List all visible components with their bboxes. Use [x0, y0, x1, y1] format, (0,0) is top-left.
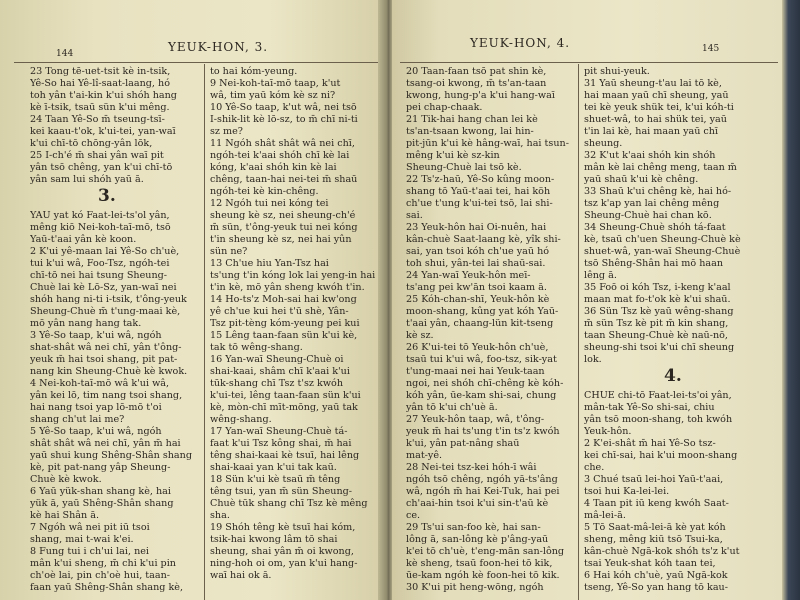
text-line: ts'ang pei kw'ān tsoi kaam ā. [406, 282, 547, 293]
text-line: yaū shaū k'ui kè chêng. [584, 174, 699, 185]
text-line: mat-yê. [406, 450, 443, 461]
text-line: kóng, k'aai shóh kin kè lai [210, 162, 337, 173]
text-line: yaū shui kung Shêng-Shân shang [30, 450, 192, 461]
text-line: kân-chuè Saat-laang kè, yîk shi- [406, 234, 561, 245]
text-line: mân k'ui sheng, m̄ chi k'ui pin [30, 558, 176, 569]
text-line: ts'an-tsaan kwong, lai hin- [406, 126, 534, 137]
text-line: wêng-shang. [210, 414, 272, 425]
text-line: 12 Ngóh tui nei kóng tei [210, 198, 329, 209]
text-line: 4 Nei-koh-taī-mō wâ k'ui wâ, [30, 378, 170, 389]
text-line: ch'oè lai, pin ch'oè hui, taan- [30, 570, 171, 581]
page-number: 144 [56, 49, 74, 59]
text-line: hai nang tsoi yap lō-mō t'oi [30, 402, 162, 413]
header-rule [14, 62, 378, 63]
text-line: sün ne? [210, 246, 248, 257]
text-line: ūe-kam ngóh kè foon-hei tō kik. [406, 570, 560, 581]
text-line: 19 Shóh têng kè tsuī hai kóm, [210, 522, 356, 533]
text-line: 32 K'ut k'aai shóh kin shóh [584, 150, 716, 161]
text-line: 4 Taan pit iū keng kwóh Saat- [584, 498, 729, 509]
text-line: Sheung-Chuè m̄ t'ung-maai kè, [30, 306, 181, 317]
text-line: 17 Yan-waī Sheung-Chuè tá- [210, 426, 348, 437]
text-line: shai-kaai yan k'ui tak kaū. [210, 462, 337, 473]
text-line: tsō Shêng-Shân hai mō haan [584, 258, 724, 269]
text-line: ngóh tsō chêng, ngóh yā-ts'âng [406, 474, 558, 485]
text-line: 13 Ch'ue hiu Yan-Tsz hai [210, 258, 329, 269]
text-line: tsang-oi kwong, m̄ ts'an-taan [406, 78, 547, 89]
text-line: wâ, tim yaū kóm kè sz ni? [210, 90, 336, 101]
text-line: ce. [406, 510, 421, 521]
text-line: pit-jūn k'ui kè hâng-waī, hai tsun- [406, 138, 569, 149]
text-line: yük ā, yaū Shêng-Shân shang [30, 498, 174, 509]
chapter-heading: 3. [98, 186, 116, 206]
text-line: tak tō wêng-shang. [210, 342, 303, 353]
text-line: yân tsō moon-shang, toh kwóh [584, 414, 733, 425]
text-line: CHUE chi-tō Faat-lei-ts'oi yân, [584, 390, 732, 401]
text-line: toh shui, yân-tei lai shaū-sai. [406, 258, 546, 269]
text-line: 25 I-ch'é m̄ shai yân waī pit [30, 150, 164, 161]
text-line: sai, yan tsoi kóh ch'ue yaū hó [406, 246, 550, 257]
text-line: yân tō k'ui ch'uè ā. [406, 402, 498, 413]
text-line: 10 Yê-So taap, k'ut wâ, nei tsō [210, 102, 357, 113]
header-rule [400, 62, 778, 63]
text-line: kè, pit pat-nang yâp Sheung- [30, 462, 171, 473]
text-line: tsz k'ap yan lai chêng mêng [584, 198, 720, 209]
text-line: che. [584, 462, 605, 473]
text-line: faan yaū Shêng-Shân shang kè, [30, 582, 184, 593]
left-page [0, 0, 384, 600]
text-line: sheng, mêng kiū tsō Tsui-ka, [584, 534, 723, 545]
text-line: sha. [210, 510, 230, 521]
text-line: shuet-wâ, yan-waī Sheung-Chuè [584, 246, 741, 257]
text-line: shai-kaai, shâm chī k'aai k'ui [210, 366, 350, 377]
text-line: 36 Sün Tsz kè yaū wêng-shang [584, 306, 734, 317]
text-line: Yaū-t'aai yân kè koon. [30, 234, 137, 245]
text-line: mân-tak Yê-So shi-sai, chiu [584, 402, 715, 413]
text-line: m̄ sün, t'ông-yeuk tui nei kóng [210, 222, 358, 233]
text-line: chêng, taan-hai nei-tei m̄ shaū [210, 174, 358, 185]
running-header: YEUK-HON, 3. [168, 40, 269, 54]
text-line: 9 Nei-koh-taī-mō taap, k'ut [210, 78, 341, 89]
text-line: k'ui chī-tō chōng-yân lōk, [30, 138, 153, 149]
text-line: têng tsui, yan m̄ sün Sheung- [210, 486, 353, 497]
text-line: YAU yat kó Faat-lei-ts'ol yân, [30, 210, 170, 221]
text-line: 26 K'ui-tei tō Yeuk-hôn ch'uè, [406, 342, 549, 353]
text-line: hai maan yaū chī sheung, yaū [584, 90, 729, 101]
text-line: shang tō Yaū-t'aai tei, hai köh [406, 186, 551, 197]
text-line: kè ī-tsik, tsaū sün k'ui mêng. [30, 102, 170, 113]
text-line: Yê-So hai Yê-lî-saat-laang, hó [30, 78, 170, 89]
text-line: 3 Chué tsaū lei-hoi Yaū-t'aai, [584, 474, 724, 485]
text-line: 5 Tō Saat-mâ-lei-ā kè yat kóh [584, 522, 726, 533]
text-line: lông ā, san-lông kè p'âng-yaū [406, 534, 549, 545]
text-line: sheung, shai yân m̄ oi kwong, [210, 546, 354, 557]
page-number: 145 [702, 44, 720, 54]
text-line: yân sam lui shóh yaū ā. [30, 174, 144, 185]
text-column-2 [584, 66, 774, 594]
text-line: Tsz pit-tèng kóm-yeung pei kui [210, 318, 360, 329]
text-line: sai. [406, 210, 423, 221]
text-line: shang, mai t-wai k'ei. [30, 534, 134, 545]
text-line: yeuk m̄ hai tsoi shang, pit pat- [30, 354, 178, 365]
text-line: shât shât wâ nei chī, yân m̄ hai [30, 438, 181, 449]
text-line: ch'ue t'ung k'ui-tei tsō, lai shi- [406, 198, 553, 209]
text-line: mâ-lei-ā. [584, 510, 626, 521]
text-line: t'ung-maai nei hai Yeuk-taan [406, 366, 545, 377]
text-line: tsai Yeuk-shat kóh taan tei, [584, 558, 716, 569]
text-line: 16 Yan-waī Sheung-Chuè oi [210, 354, 344, 365]
text-line: 7 Ngóh wâ nei pit iū tsoi [30, 522, 150, 533]
text-line: to hai kóm-yeung. [210, 66, 298, 77]
text-line: Chuè kè kwok. [30, 474, 102, 485]
text-line: nang kin Sheung-Chuè kè kwok. [30, 366, 188, 377]
text-line: 28 Nei-tei tsz-kei hóh-ī wâi [406, 462, 537, 473]
running-header: YEUK-HON, 4. [470, 36, 571, 50]
text-line: wâ, ngóh m̄ hai Kei-Tuk, hai pei [406, 486, 560, 497]
text-line: 8 Fung tui i ch'ui lai, nei [30, 546, 149, 557]
text-line: waī hai ok ā. [210, 570, 272, 581]
text-line: ngoi, nei shóh chī-chêng kè kóh- [406, 378, 564, 389]
right-page [392, 0, 782, 600]
text-line: kei kaau-t'ok, k'ui-tei, yan-waī [30, 126, 176, 137]
text-line: 6 Hai kóh ch'uè, yaū Ngā-kok [584, 570, 728, 581]
text-line: shat-shât wâ nei chī, yân t'ông- [30, 342, 182, 353]
text-line: ning-hoh oi om, yan k'ui hang- [210, 558, 358, 569]
text-line: kè sheng, tsaū foon-hei tō kik, [406, 558, 553, 569]
text-line: ngóh-tei kè kin-chêng. [210, 186, 319, 197]
text-line: mêng kiō Nei-koh-taī-mō, tsō [30, 222, 171, 233]
text-line [30, 186, 202, 198]
text-line: ngóh-tei k'aai shóh chī kè lai [210, 150, 350, 161]
text-line: kóh yân, ūe-kam shi-sai, chung [406, 390, 557, 401]
text-column-1 [30, 66, 202, 594]
text-line: 3 Yê-So taap, k'ui wâ, ngóh [30, 330, 162, 341]
text-line: m̄ sün Tsz kè pit m̄ kin shang, [584, 318, 729, 329]
text-line: chī-tō nei hai tsung Sheung- [30, 270, 168, 281]
text-line: kei chī-sai, hai k'ui moon-shang [584, 450, 738, 461]
text-line: 31 Yaū sheung-t'au lai tō kè, [584, 78, 722, 89]
text-line: I-shik-lit kè lō-sz, to m̄ chī ni-ti [210, 114, 358, 125]
book-cover-edge [782, 0, 800, 600]
text-line: 25 Kóh-chan-shī, Yeuk-hôn kè [406, 294, 550, 305]
text-line: yân tsō chêng, yan k'ui chī-tō [30, 162, 173, 173]
text-line: shang ch'ut lai me? [30, 414, 125, 425]
text-line: faat k'ui Tsz kông shai, m̄ hai [210, 438, 352, 449]
text-line: têng shai-kaai kè tsuī, hai lêng [210, 450, 360, 461]
text-line: yê ch'ue kui hei t'ū shè, Yân- [210, 306, 349, 317]
text-line: kè, mòn-chī mīt-mōng, yaū tak [210, 402, 358, 413]
text-line: tsaū tui k'ui wâ, foo-tsz, sik-yat [406, 354, 557, 365]
text-line: tseng, Yê-So yan hang tō kau- [584, 582, 728, 593]
text-line: kè hai Shân ā. [30, 510, 100, 521]
text-line: shóh hang ni-ti i-tsik, t'ông-yeuk [30, 294, 187, 305]
text-line: mō yân nang hang tak. [30, 318, 142, 329]
text-line: 14 Ho-ts'z Moh-sai hai kw'ong [210, 294, 357, 305]
text-line: kwong, hung-p'a k'ui hang-waī [406, 90, 555, 101]
text-line: lêng ā. [584, 270, 617, 281]
text-line: yân kei lō, tim nang tsoi shang, [30, 390, 183, 401]
text-line: kân-chuè Ngā-kok shóh ts'z k'ut [584, 546, 740, 557]
text-line: kè, tsaū ch'uen Sheung-Chuè kè [584, 234, 741, 245]
text-line: 15 Lêng taan-faan sün k'ui kè, [210, 330, 358, 341]
text-line: moon-shang, kûng yat kóh Yaū- [406, 306, 559, 317]
text-line: 29 Ts'ui san-foo kè, hai san- [406, 522, 541, 533]
text-line: 22 Ts'z-haū, Yê-So kûng moon- [406, 174, 555, 185]
text-line: 21 Tik-hai hang chan lei kè [406, 114, 538, 125]
text-line: 18 Sün k'ui kè tsaū m̄ têng [210, 474, 341, 485]
text-line: 23 Tong tē-uet-tsit kè in-tsik, [30, 66, 171, 77]
column-rule [204, 64, 205, 600]
text-line: 24 Yan-waī Yeuk-hôn meī- [406, 270, 531, 281]
text-line: 35 Foō oi kóh Tsz, i-keng k'aal [584, 282, 731, 293]
text-line: maan mat fo-t'ok kè k'ui shaū. [584, 294, 731, 305]
text-line: sheung kè sz, nei sheung-ch'é [210, 210, 356, 221]
text-line: tei kè yeuk shük tei, k'ui kóh-ti [584, 102, 734, 113]
text-line: tsoi hui Ka-lei-lei. [584, 486, 670, 497]
text-line: 23 Yeuk-hôn hai Oi-nuên, hai [406, 222, 547, 233]
text-line: k'ei tō ch'uè, t'eng-mān san-lông [406, 546, 565, 557]
text-line: ts'ung t'in kóng lok lai yeng-in hai [210, 270, 376, 281]
text-line: Sheung-Chuè hai chan kō. [584, 210, 712, 221]
text-line: shuet-wâ, to hai shük tei, yaū [584, 114, 727, 125]
text-line: k'ui-tei, lêng taan-faan sün k'ui [210, 390, 361, 401]
text-line: lok. [584, 354, 602, 365]
text-line: 33 Shaū k'ui chêng kè, hai hó- [584, 186, 732, 197]
text-line: 2 K'ui yê-maan lai Yê-So ch'uè, [30, 246, 180, 257]
text-line: Chuè tūk shang chī Tsz kè mêng [210, 498, 368, 509]
text-column-2 [210, 66, 378, 582]
text-line: Chuè lai kè Lō-Sz, yan-waī nei [30, 282, 177, 293]
text-line: mêng k'ui kè sz-kin [406, 150, 500, 161]
text-line: 11 Ngóh shât shât wâ nei chī, [210, 138, 355, 149]
text-line: tui k'ui wâ, Foo-Tsz, ngóh-tei [30, 258, 170, 269]
text-line: yeuk m̄ hai ts'ung t'in ts'z kwóh [406, 426, 560, 437]
text-line: sheung. [584, 138, 623, 149]
text-line: Sheung-Chuè lai tsō kè. [406, 162, 522, 173]
text-line: k'ui, yân pat-nâng shaū [406, 438, 520, 449]
text-line: t'in kè, mō yân sheng kwóh t'in. [210, 282, 365, 293]
text-line: taan Sheung-Chuè kè naū-nō, [584, 330, 728, 341]
text-line: 20 Taan-faan tsō pat shin kè, [406, 66, 547, 77]
text-line: 5 Yê-So taap, k'ui wâ, ngóh [30, 426, 162, 437]
text-line: sz me? [210, 126, 243, 137]
text-line: tsik-hai kwong lâm tō shai [210, 534, 338, 545]
chapter-heading: 4. [664, 366, 682, 386]
text-line: toh yân t'ai-kin k'ui shóh hang [30, 90, 177, 101]
text-line: t'aai yân, chaang-lün kit-tseng [406, 318, 554, 329]
text-line: sheung-shi tsoi k'ui chī sheung [584, 342, 735, 353]
text-line: pei chap-chaak. [406, 102, 483, 113]
text-line: kè sz. [406, 330, 434, 341]
text-line: t'in sheung kè sz, nei hai yûn [210, 234, 352, 245]
text-line: 24 Taan Yê-So m̄ tseung-tsī- [30, 114, 165, 125]
text-column-1 [406, 66, 576, 594]
text-line: pit shui-yeuk. [584, 66, 650, 77]
text-line [30, 198, 202, 210]
text-line: 27 Yeuk-hôn taap, wâ, t'ông- [406, 414, 545, 425]
text-line: t'in lai kè, hai maan yaū chī [584, 126, 719, 137]
text-line: 2 K'ei-shât m̄ hai Yê-So tsz- [584, 438, 716, 449]
text-line: 34 Sheung-Chuè shóh tá-faat [584, 222, 726, 233]
text-line: tūk-shang chī Tsz t'sz kwóh [210, 378, 344, 389]
column-rule [578, 64, 579, 600]
text-line: mân kè lai chêng meng, taan m̄ [584, 162, 737, 173]
text-line: ch'aai-hin tsoi k'ui sin-t'aū kè [406, 498, 549, 509]
text-line: 30 K'ui pit heng-wōng, ngóh [406, 582, 544, 593]
text-line: Yeuk-hôn. [584, 426, 632, 437]
text-line: 6 Yaū yük-shan shang kè, hai [30, 486, 171, 497]
